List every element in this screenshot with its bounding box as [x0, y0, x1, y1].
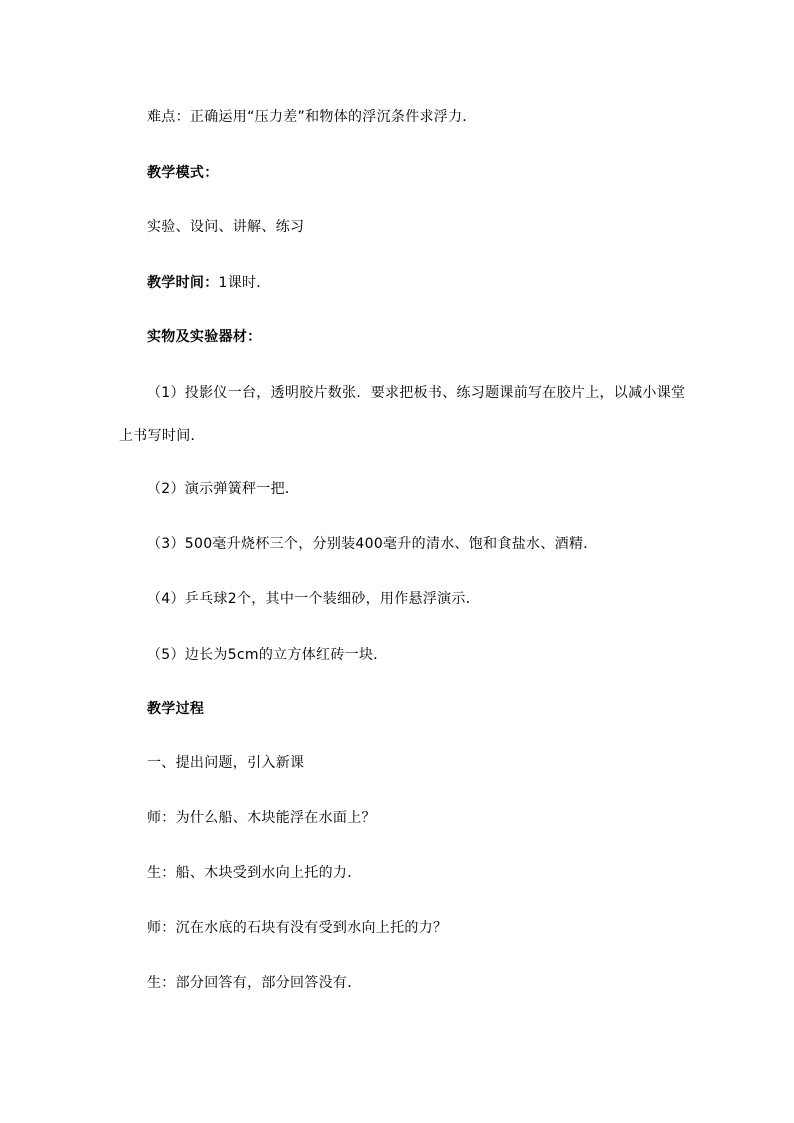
- dialogue-student-2: 生：部分回答有，部分回答没有．: [147, 975, 362, 991]
- teaching-process-heading: 教学过程: [147, 701, 205, 717]
- teaching-mode-heading: 教学模式：: [147, 165, 219, 181]
- teaching-time-label: 教学时间：: [147, 275, 219, 291]
- material-item-1-continued: 上书写时间．: [119, 428, 205, 444]
- material-item-3: （3）500毫升烧杯三个，分别装400毫升的清水、饱和食盐水、酒精．: [147, 536, 598, 552]
- material-item-5: （5）边长为5cm的立方体红砖一块．: [147, 647, 388, 663]
- teaching-time-value: 1课时．: [218, 275, 271, 291]
- materials-heading: 实物及实验器材：: [147, 329, 262, 345]
- difficulty-line: 难点：正确运用“压力差”和物体的浮沉条件求浮力．: [147, 109, 477, 125]
- dialogue-teacher-2: 师：沉在水底的石块有没有受到水向上托的力？: [147, 920, 448, 936]
- teaching-mode-text: 实验、设问、讲解、练习: [147, 219, 305, 235]
- dialogue-student-1: 生：船、木块受到水向上托的力．: [147, 865, 362, 881]
- dialogue-teacher-1: 师：为什么船、木块能浮在水面上？: [147, 810, 376, 826]
- material-item-4: （4）乒乓球2个，其中一个装细砂，用作悬浮演示．: [147, 591, 481, 607]
- material-item-1: （1）投影仪一台，透明胶片数张．要求把板书、练习题课前写在胶片上，以减小课堂: [147, 385, 686, 401]
- teaching-time-line: [147, 273, 271, 293]
- section-one-title: 一、提出问题，引入新课: [147, 755, 305, 771]
- material-item-2: （2）演示弹簧秤一把．: [147, 481, 300, 497]
